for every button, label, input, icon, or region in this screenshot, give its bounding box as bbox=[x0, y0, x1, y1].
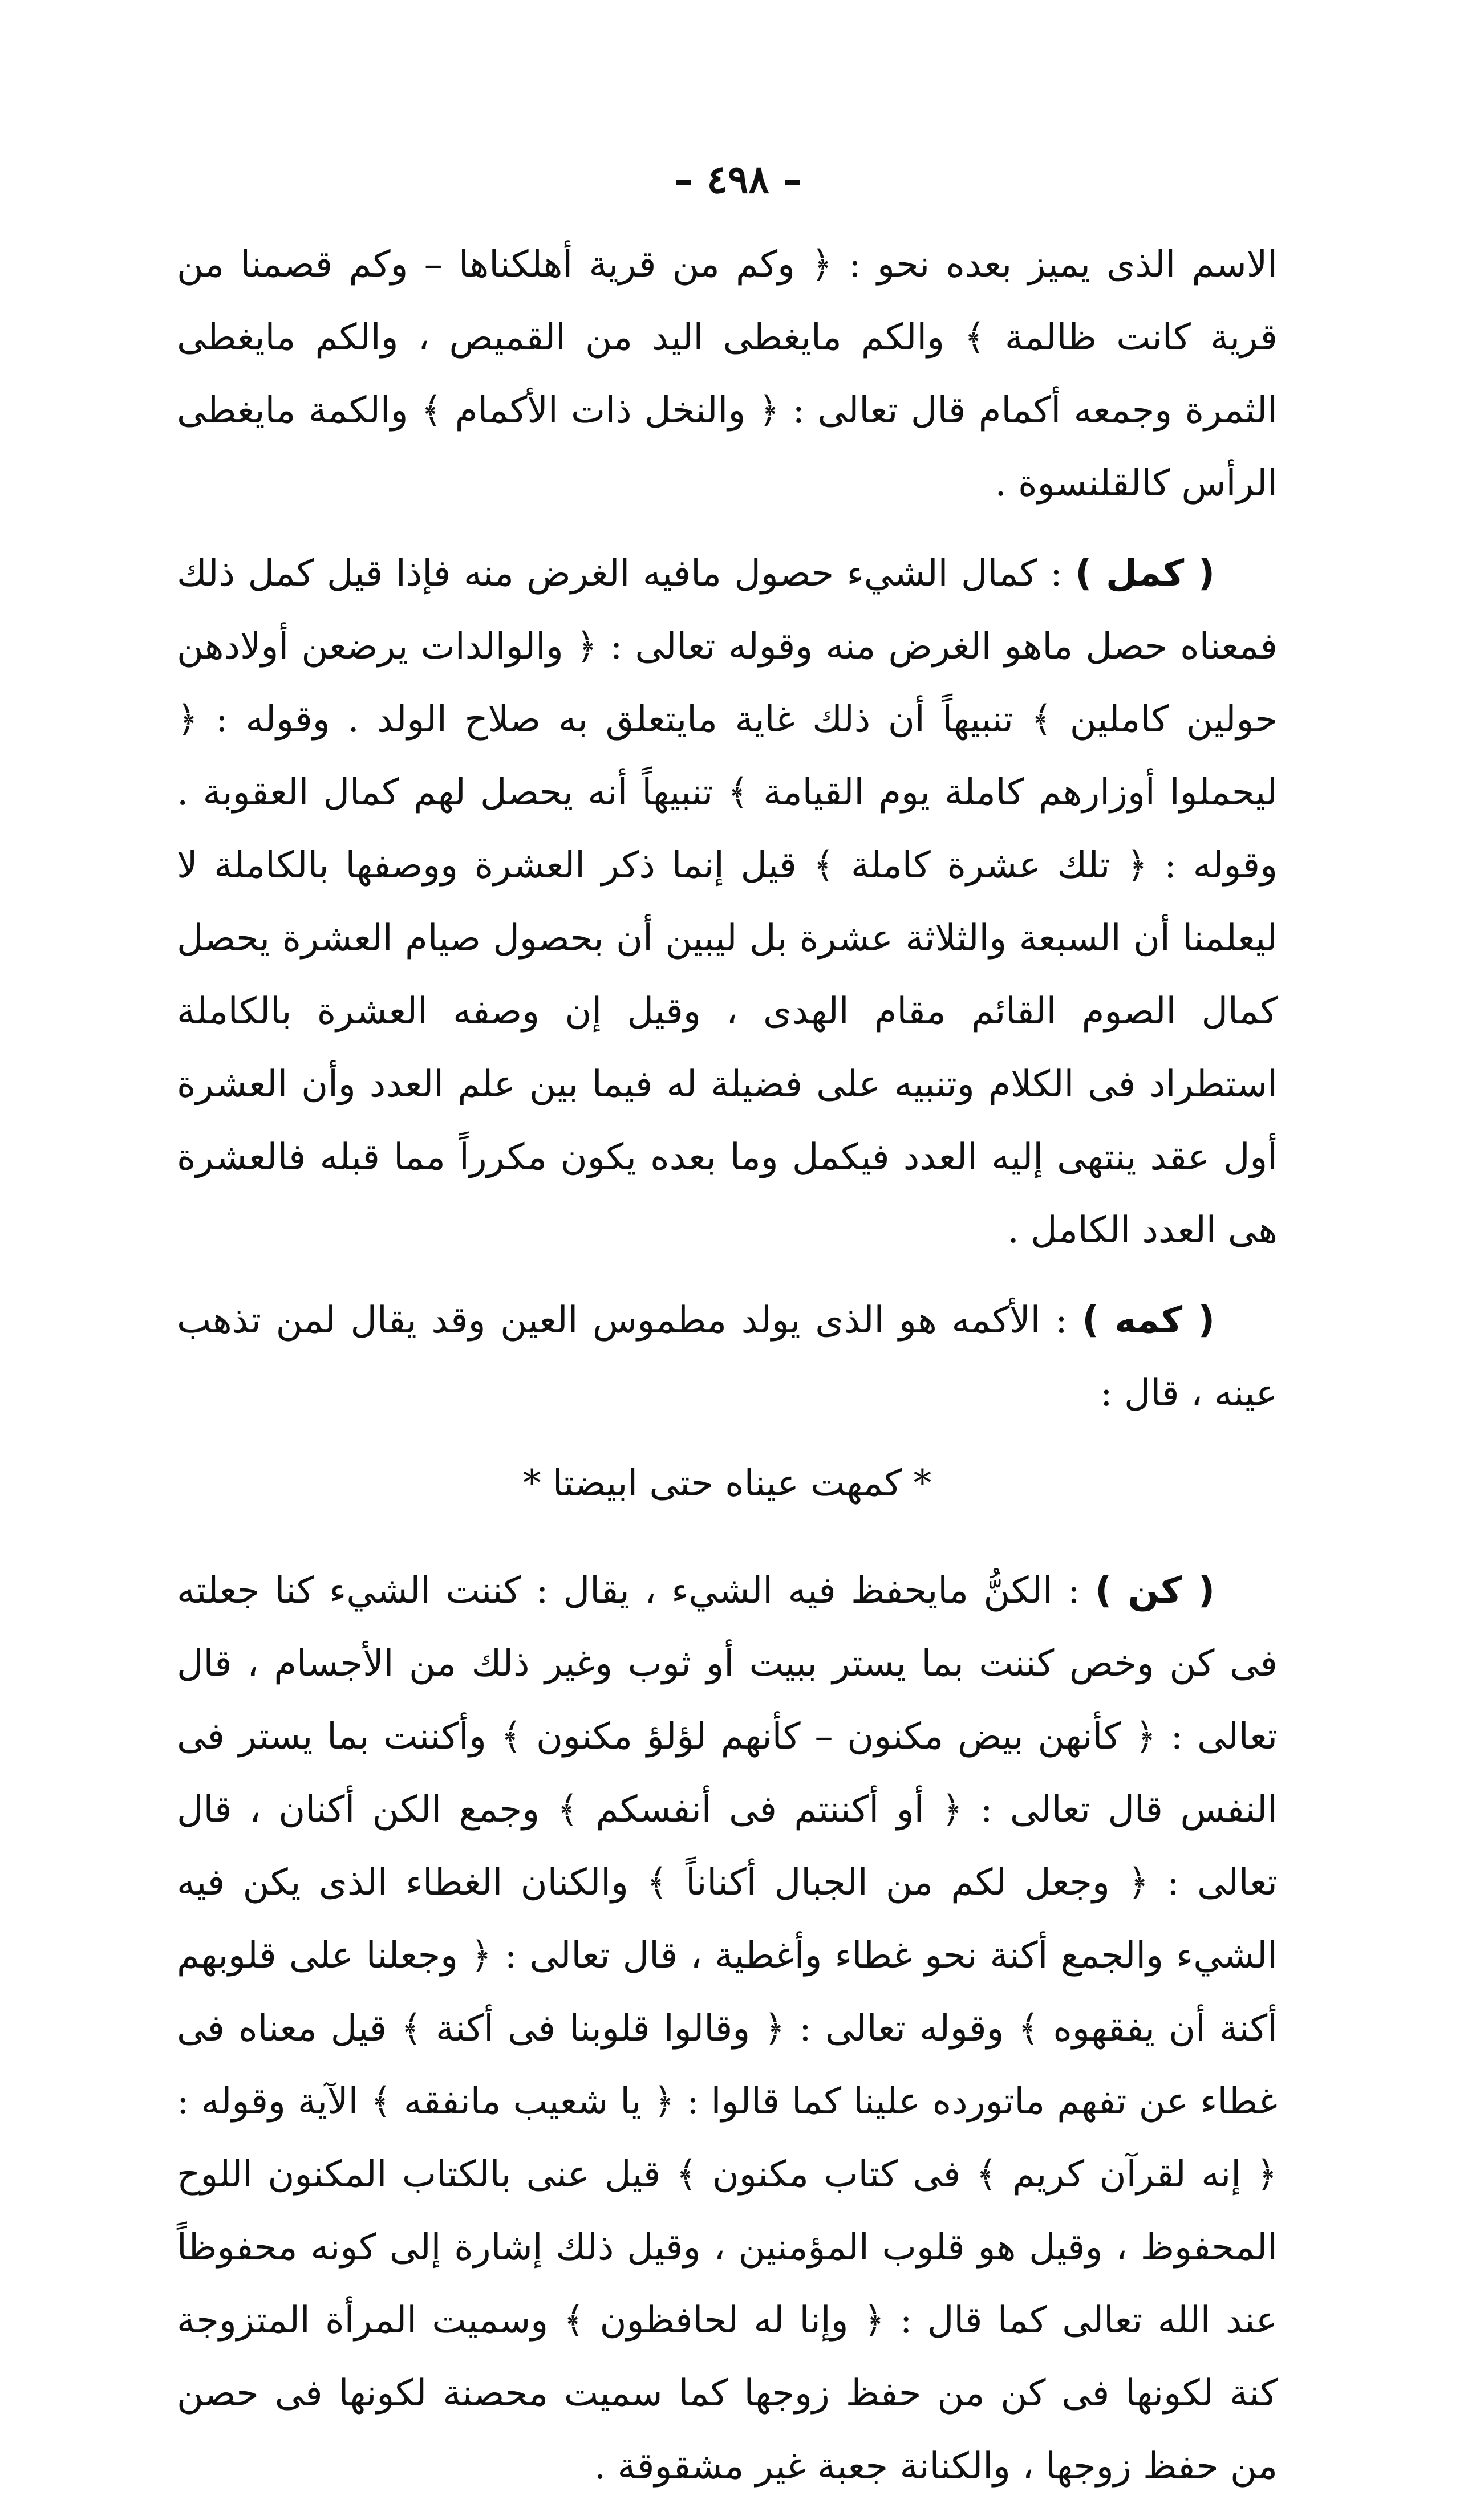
entry-text: : الكنُّ مايحفظ فيه الشيء ، يقال : كننت الشيء كنا جعلته فى كن وخص كننت بما يستر ببيت أو ثوب وغير ذلك من الأجسام ، قال تعالى : ﴿ كأنهن بيض مكنون – كأنهم لؤلؤ مكنون ﴾ وأكننت بما يستر فى النفس قال تعالى : ﴿ أو أكننتم فى أنفسكم ﴾ وجمع الكن أكنان ، قال تعالى : ﴿ وجعل لكم من الجبال أكناناً ﴾ والكنان الغطاء الذى يكن فيه الشيء والجمع أكنة نحو غطاء وأغطية ، قال تعالى : ﴿ وجعلنا على قلوبهم أكنة أن يفقهوه ﴾ وقوله تعالى : ﴿ وقالوا قلوبنا فى أكنة ﴾ قيل معناه فى غطاء عن تفهم ماتورده علينا كما قالوا : ﴿ يا شعيب مانفقه ﴾ الآية وقوله : ﴿ إنه لقرآن كريم ﴾ فى كتاب مكنون ﴾ قيل عنى بالكتاب المكنون اللوح المحفوظ ، وقيل هو قلوب المؤمنين ، وقيل ذلك إشارة إلى كونه محفوظاً عند الله تعالى كما قال : ﴿ وإنا له لحافظون ﴾ وسميت المرأة المتزوجة كنة لكونها فى كن من حفظ زوجها كما سميت محصنة لكونها فى حصن من حفظ زوجها ، والكنانة جعبة غير مشقوقة . bbox=[177, 1570, 1278, 2488]
entry-headword: ( كن ) bbox=[1095, 1570, 1215, 1612]
entry-kann bbox=[177, 1554, 1278, 2503]
poetry-verse: * كمهت عيناه حتى ابيضتا * bbox=[522, 1462, 932, 1505]
paragraph-text: الاسم الذى يميز بعده نحو : ﴿ وكم من قرية أهلكناها – وكم قصمنا من قرية كانت ظالمة ﴾ والكم مايغطى اليد من القميص ، والكم مايغطى الثمرة وجمعه أكمام قال تعالى : ﴿ والنخل ذات الأكمام ﴾ والكمة مايغطى الرأس كالقلنسوة . bbox=[177, 243, 1278, 505]
entry-text: : الأكمه هو الذى يولد مطموس العين وقد يقال لمن تذهب عينه ، قال : bbox=[177, 1299, 1278, 1415]
entry-headword: ( كمل ) bbox=[1075, 552, 1215, 595]
entry-kamah bbox=[177, 1284, 1278, 1430]
page-body bbox=[177, 228, 1278, 2520]
page-number: – ٤٩٨ – bbox=[674, 157, 802, 202]
entry-headword: ( كمه ) bbox=[1082, 1299, 1215, 1342]
entry-kamal bbox=[177, 537, 1278, 1267]
entry-text: : كمال الشيء حصول مافيه الغرض منه فإذا قيل كمل ذلك فمعناه حصل ماهو الغرض منه وقوله تعالى : ﴿ والوالدات يرضعن أولادهن حولين كاملين ﴾ تنبيهاً أن ذلك غاية مايتعلق به صلاح الولد . وقوله : ﴿ ليحملوا أوزارهم كاملة يوم القيامة ﴾ تنبيهاً أنه يحصل لهم كمال العقوبة . وقوله : ﴿ تلك عشرة كاملة ﴾ قيل إنما ذكر العشرة ووصفها بالكاملة لا ليعلمنا أن السبعة والثلاثة عشرة بل ليبين أن بحصول صيام العشرة يحصل كمال الصوم القائم مقام الهدى ، وقيل إن وصفه العشرة بالكاملة استطراد فى الكلام وتنبيه على فضيلة له فيما بين علم العدد وأن العشرة أول عقد ينتهى إليه العدد فيكمل وما بعده يكون مكرراً مما قبله فالعشرة هى العدد الكامل . bbox=[177, 552, 1278, 1251]
paragraph-kam bbox=[177, 228, 1278, 520]
